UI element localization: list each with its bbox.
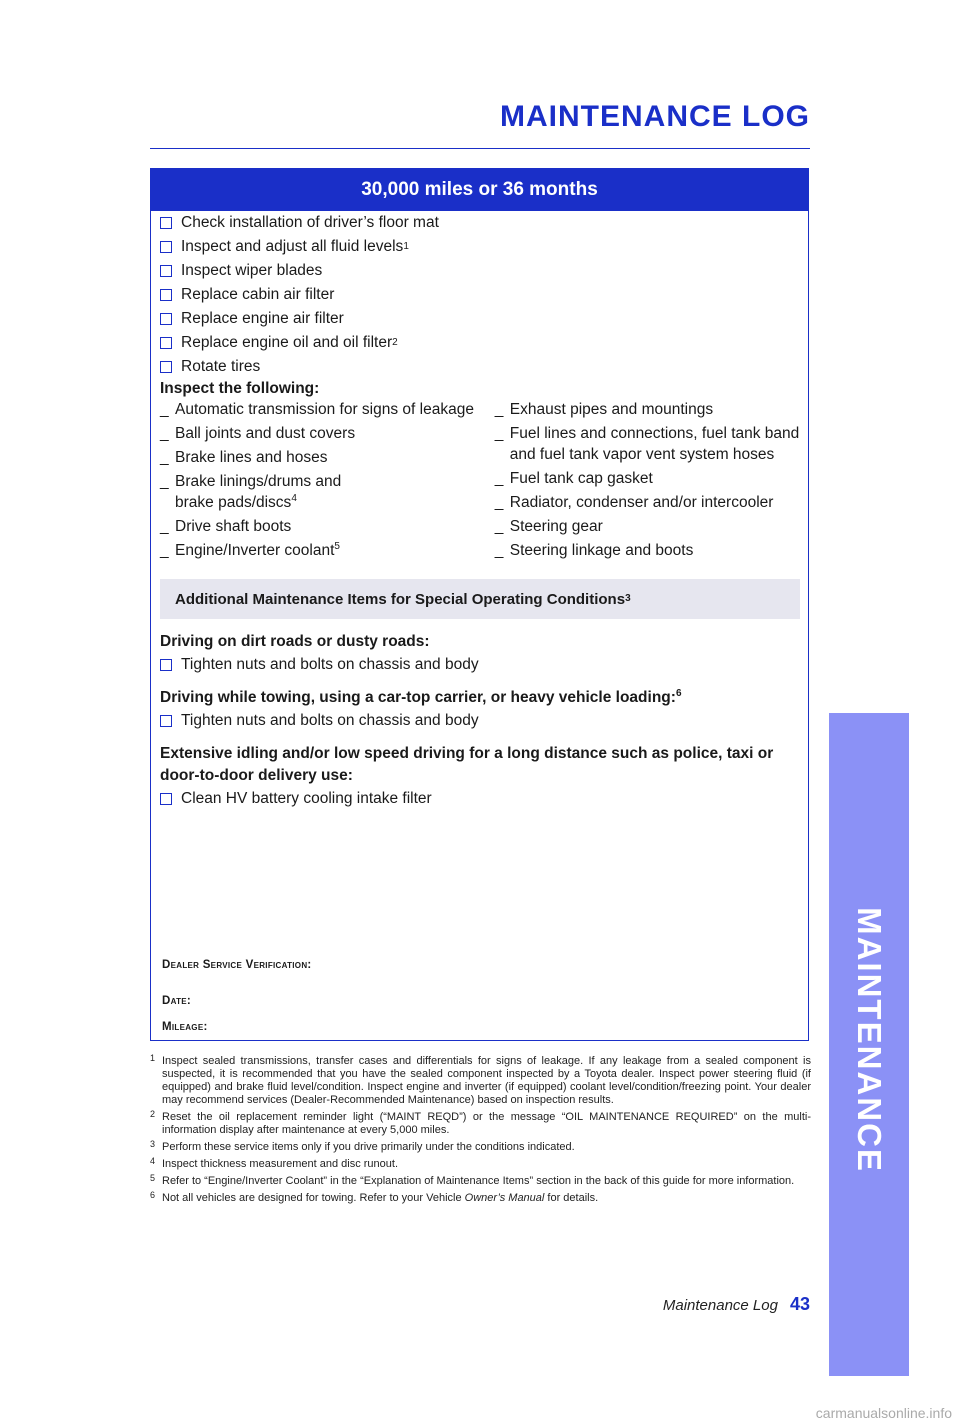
inspect-item: _ Steering linkage and boots [494,542,694,559]
watermark: carmanualsonline.info [815,1405,952,1421]
inspect-item: _ Engine/Inverter coolant$^5$ [160,541,340,559]
footnote: 5 Refer to “Engine/Inverter Coolant” in the “Explanation of Maintenance Items” section in the back of this guide for more information. [150,1173,795,1187]
date-label[interactable]: Date: [162,995,192,1007]
footnote: 2 Reset the oil replacement reminder light (“MAINT REQD”) or the message “OIL MAINTENANCE REQUIRED” on the multi-information display after maintenance at every 5,000 miles. [150,1109,811,1136]
checklist-item: Check installation of driver’s floor mat [160,211,800,235]
page-footer [663,1294,810,1315]
inspect-item: _ Brake lines and hoses [160,449,328,466]
checkbox[interactable] [160,241,172,253]
dealer-verification [162,959,312,1047]
inspect-heading: Inspect the following: [160,380,320,397]
checkbox[interactable] [160,289,172,301]
page-title: MAINTENANCE LOG [500,100,810,133]
checkbox[interactable] [160,337,172,349]
condition-heading: Driving on dirt roads or dusty roads: [160,633,430,650]
dealer-verification-label: Dealer Service Verification: [162,959,312,971]
condition-item: Clean HV battery cooling intake filter [160,787,800,811]
condition-heading: Extensive idling and/or low speed driving for a long distance such as police, taxi or door-to-door delivery use: [160,745,774,784]
condition-item: Tighten nuts and bolts on chassis and body [160,653,800,677]
log-content [160,211,800,811]
inspect-grid [160,399,800,564]
checkbox[interactable] [160,715,172,727]
interval-header: 30,000 miles or 36 months [151,169,808,211]
condition-heading: Driving while towing, using a car-top carrier, or heavy vehicle loading:$^6$ [160,688,682,706]
inspect-column-left [160,399,495,564]
inspect-item: _ Drive shaft boots [160,518,292,535]
service-checklist [160,211,800,379]
footnote: 4 Inspect thickness measurement and disc runout. [150,1156,399,1170]
inspect-item: _ Radiator, condenser and/or intercooler [494,494,774,511]
inspect-item: _ Steering gear [494,518,603,535]
checklist-item: Replace engine air filter [160,307,800,331]
inspect-column-right [495,399,800,564]
checklist-item: Inspect wiper blades [160,259,800,283]
mileage-label[interactable]: Mileage: [162,1021,208,1033]
footnote: 3 Perform these service items only if you drive primarily under the conditions indicated. [150,1139,575,1153]
footnote: 1 Inspect sealed transmissions, transfer cases and differentials for signs of leakage. If any leakage from a sealed component is suspected, it is recommended that you have the sealed component inspected by a Toyota dealer. Inspect power steering fluid (if equipped) and brake fluid level/condition. Inspect engine and inverter (if equipped) coolant level/condition/freezing point. Your dealer may recommend services (Dealer-Recommended Maintenance) based on inspection results. [150,1053,811,1106]
special-conditions-bar: Additional Maintenance Items for Special Operating Conditions 3 [160,579,800,619]
checkbox[interactable] [160,217,172,229]
condition-item: Tighten nuts and bolts on chassis and body [160,709,800,733]
inspect-item: _ Automatic transmission for signs of leakage [160,401,474,418]
inspect-item: _ Brake linings/drums and brake pads/discs$^4$ [160,473,342,511]
checklist-item: Replace engine oil and oil filter 2 [160,331,800,355]
checklist-item: Replace cabin air filter [160,283,800,307]
inspect-item: _ Exhaust pipes and mountings [494,401,714,418]
checklist-item: Rotate tires [160,355,800,379]
inspect-item: _ Fuel lines and connections, fuel tank band and fuel tank vapor vent system hoses [494,425,800,463]
page-number: 43 [789,1294,810,1314]
maintenance-log-box [150,168,809,1041]
footer-section-label: Maintenance Log [662,1297,778,1314]
side-tab-label: MAINTENANCE [851,907,888,1173]
checkbox[interactable] [160,793,172,805]
footnote: 6 Not all vehicles are designed for towing. Refer to your Vehicle Owner’s Manual for details. [150,1190,599,1204]
checkbox[interactable] [160,313,172,325]
inspect-item: _ Fuel tank cap gasket [494,470,653,487]
checkbox[interactable] [160,361,172,373]
inspect-item: _ Ball joints and dust covers [160,425,356,442]
title-divider [150,148,810,149]
footnotes [150,1055,811,1209]
checkbox[interactable] [160,659,172,671]
checklist-item: Inspect and adjust all fluid levels 1 [160,235,800,259]
checkbox[interactable] [160,265,172,277]
